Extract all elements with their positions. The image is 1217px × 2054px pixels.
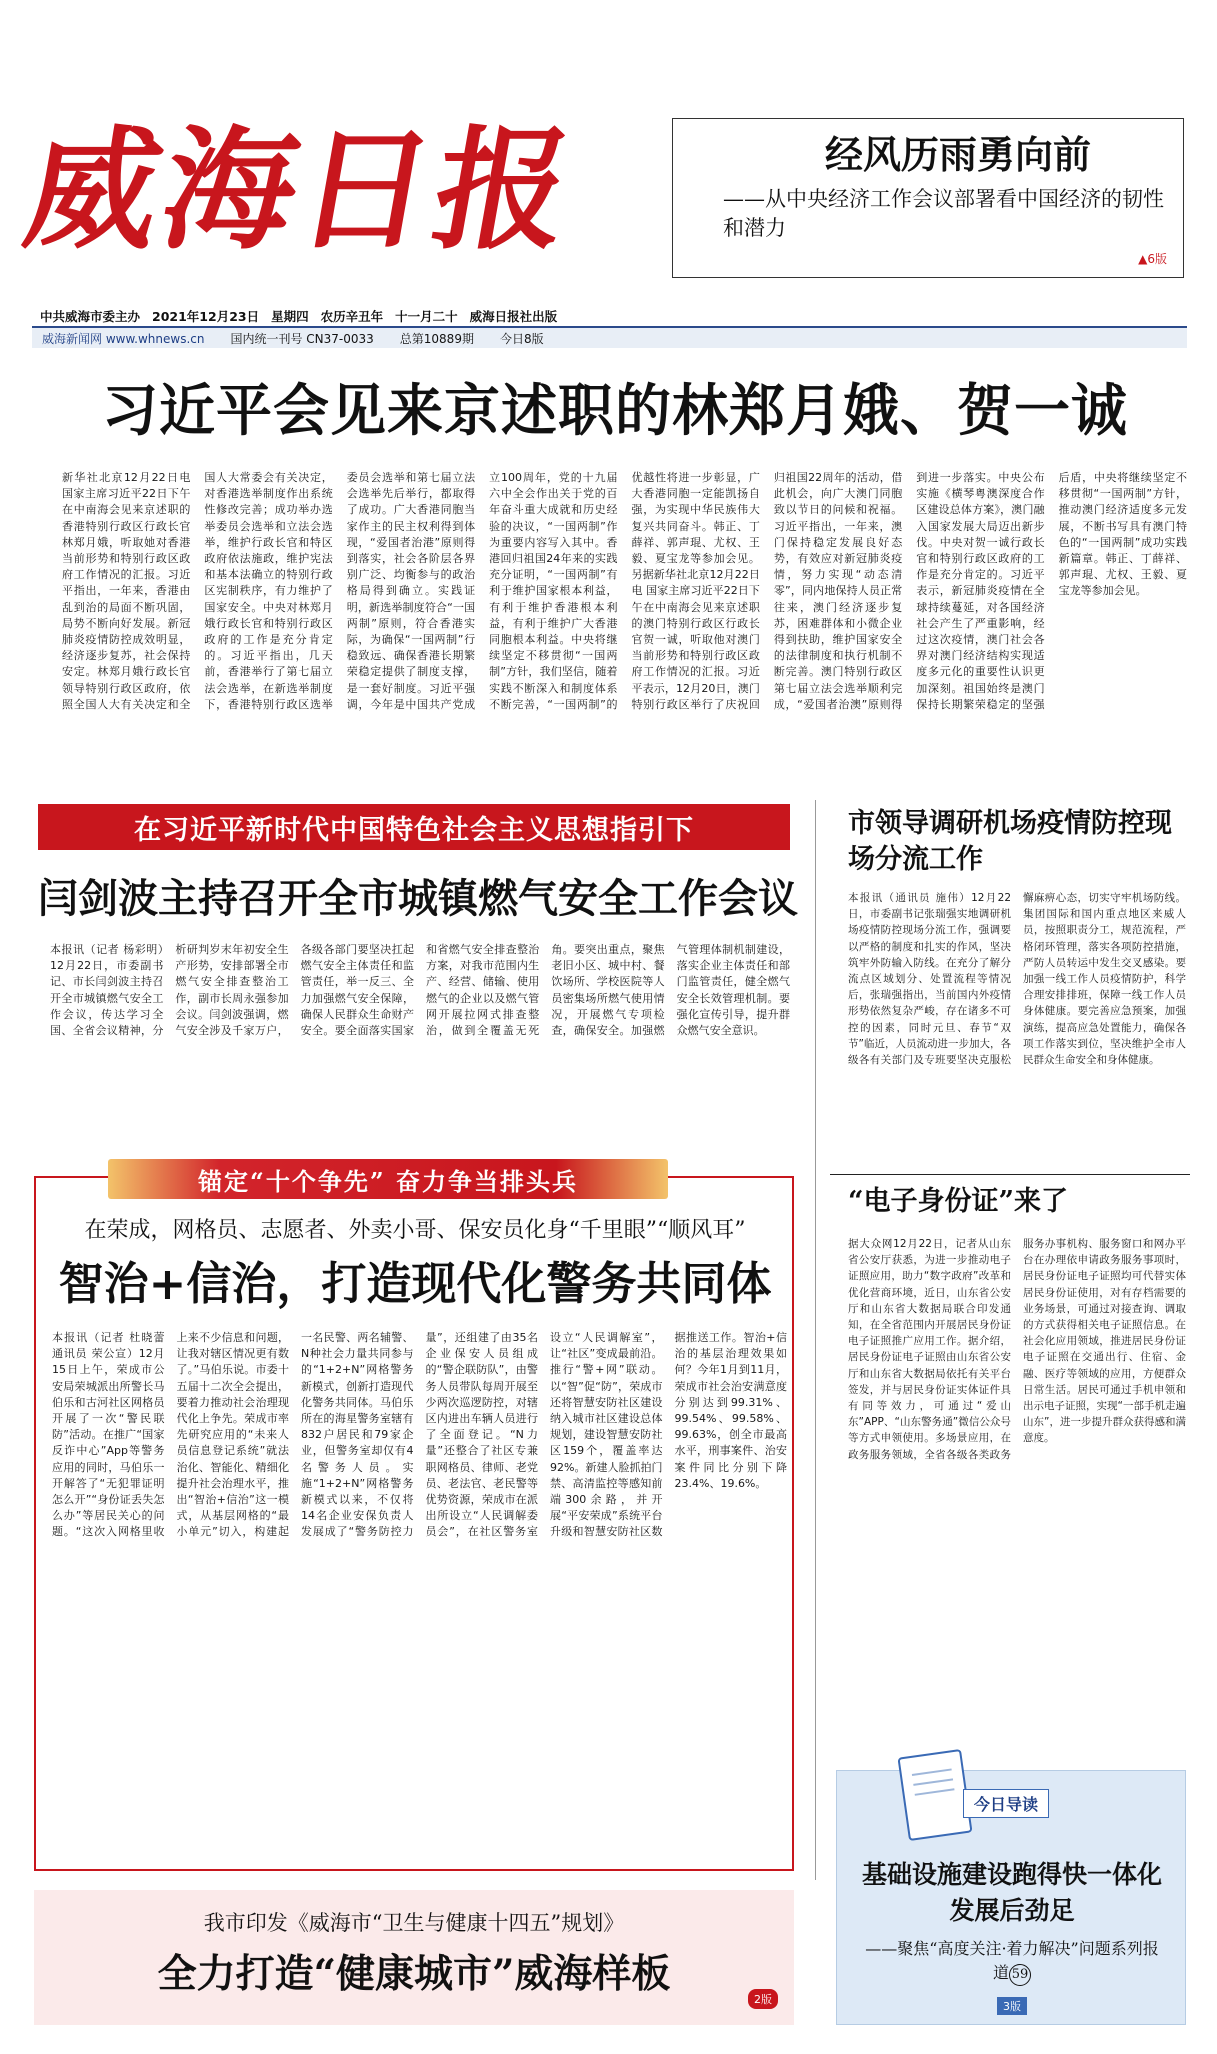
guide-num: 59 (1009, 1964, 1031, 1986)
info-issue: 总第10889期 (399, 331, 474, 346)
lead-body: 新华社北京12月22日电 国家主席习近平22日下午在中南海会见来京述职的香港特别行政区行政长官林郑月娥，听取她对香港当前形势和特别行政区政府工作情况的汇报。习近平指出，一年来，香港由乱到治的局面不断巩固，局势不断向好发展。新冠肺炎疫情防控成效明显，经济逐步复苏，社会保持安定。林郑月娥行政长官领导特别行政区政府，依照全国人大有关决定和全国人大常委会有关决定，对香港选举制度作出系统性修改完善；成功举办选举委员会选举和立法会选举，维护行政长官和特区政府依法施政，维护宪法和基本法确立的特别行政区宪制秩序，有力维护了国家安全。中央对林郑月娥行政长官和特别行政区政府的工作是充分肯定的。习近平指出，几天前，香港举行了第七届立法会选举，在新选举制度下，香港特别行政区选举委员会选举和第七届立法会选举先后举行，都取得了成功。广大香港同胞当家作主的民主权利得到体现，“爱国者治港”原则得到落实，社会各阶层各界别广泛、均衡参与的政治格局得到确立。实践证明，新选举制度符合“一国两制”原则，符合香港实际，为确保“一国两制”行稳致远、确保香港长期繁荣稳定提供了制度支撑，是一套好制度。习近平强调，今年是中国共产党成立100周年，党的十九届六中全会作出关于党的百年奋斗重大成就和历史经验的决议，“一国两制”作为重要内容写入其中。香港回归祖国24年来的实践充分证明，“一国两制”有利于维护国家根本利益，有利于维护香港根本利益，有利于维护广大香港同胞根本利益。中央将继续坚定不移贯彻“一国两制”方针，我们坚信，随着实践不断深入和制度体系不断完善，“一国两制”的优越性将进一步彰显，广大香港同胞一定能凯扬自强，为实现中华民族伟大复兴共同奋斗。韩正、丁薛祥、郭声琨、尤权、王毅、夏宝龙等参加会见。另据新华社北京12月22日电 国家主席习近平22日下午在中南海会见来京述职的澳门特别行政区行政长官贺一诚，听取他对澳门当前形势和特别行政区政府工作情况的汇报。习近平表示，12月20日，澳门特别行政区举行了庆祝回归祖国22周年的活动，借此机会，向广大澳门同胞致以节日的问候和祝福。习近平指出，一年来，澳门保持稳定发展良好态势，有效应对新冠肺炎疫情，努力实现“动态清零”，同内地保持人员正常往来，澳门经济逐步复苏，困难群体和小微企业得到扶助，维护国家安全的法律制度和执行机制不断完善。澳门特别行政区第七届立法会选举顺利完成，“爱国者治澳”原则得到进一步落实。中央公布实施《横琴粤澳深度合作区建设总体方案》，澳门融入国家发展大局迈出新步伐。中央对贺一诚行政长官和特别行政区政府的工作是充分肯定的。习近平表示，新冠肺炎疫情在全球持续蔓延，对各国经济社会产生了严重影响，经过这次疫情，澳门社会各界对澳门经济结构实现适度多元化的重要性认识更加深刻。祖国始终是澳门保持长期繁荣稳定的坚强后盾，中央将继续坚定不移贯彻“一国两制”方针，推动澳门经济适度多元发展，不断书写具有澳门特色的“一国两制”成功实践新篇章。韩正、丁薛祥、郭声琨、尤权、王毅、夏宝龙等参加会见。 (62, 471, 1187, 711)
police-headline[interactable]: 智治+信治，打造现代化警务共同体 (58, 1257, 772, 1310)
guide-label: 今日导读 (963, 1789, 1049, 1818)
theme-banner-text: 在习近平新时代中国特色社会主义思想指引下 (134, 814, 694, 846)
info-website[interactable]: 威海新闻网 www.whnews.cn (42, 331, 205, 346)
theme-banner (38, 804, 790, 850)
info-publisher: 威海日报社出版 (469, 309, 558, 324)
info-date: 2021年12月23日 (152, 309, 260, 324)
guide-page: 3版 (997, 1997, 1027, 2015)
guide-doc-icon (897, 1749, 972, 1841)
airport-headline[interactable]: 市领导调研机场疫情防控现场分流工作 (848, 808, 1172, 875)
info-pages: 今日8版 (499, 331, 544, 346)
info-sponsor: 中共威海市委主办 (40, 309, 141, 324)
ten-firsts-banner (108, 1159, 668, 1199)
airport-body: 本报讯（通讯员 施伟）12月22日，市委副书记张瑞强实地调研机场疫情防控现场分流工作，强调要以严格的制度和扎实的作风，坚决筑牢外防输入防线。在充分了解分流点区域划分、处置流程等情况后，张瑞强指出，当前国内外疫情形势依然复杂严峻，存在诸多不可控的因素，同时元旦、春节“双节”临近，人员流动进一步加大，各级各有关部门及专班要坚决克服松懈麻痹心态，切实守牢机场防线。集团国际和国内重点地区来威人员，按照职责分工，规范流程，严格闭环管理，落实各项防控措施，严防人员转运中发生交叉感染。要加强一线工作人员疫情防护，科学合理安排排班，保障一线工作人员身体健康。要完善应急预案，加强演练，提高应急处置能力，确保各项工作落实到位，坚决维护全市人民群众生命安全和身体健康。 (848, 892, 1186, 1067)
masthead-title: 威海日报 (14, 113, 586, 268)
airport-rule (830, 1174, 1190, 1175)
guide-headline: 基础设施建设跑得快一体化发展后劲足 (861, 1860, 1162, 1925)
health-city-page: 2版 (748, 1989, 778, 2009)
eid-body: 据大众网12月22日，记者从山东省公安厅获悉，为进一步推动电子证照应用，助力“数字政府”改革和优化营商环境，近日，山东省公安厅和山东省大数据局联合印发通知，在全省范围内开展居民身份证电子证照推广应用工作。据介绍，居民身份证电子证照由山东省公安厅和山东省大数据局依托有关平台签发，并与居民身份证实体证件具有同等效力，可通过“爱山东”APP、“山东警务通”微信公众号等方式申领使用。多场景应用，在政务服务领域，全省各级各类政务服务办事机构、服务窗口和网办平台在办理依申请政务服务事项时，居民身份证电子证照均可代替实体居民身份证使用，对有存档需要的业务场景，可通过对接查询、调取的方式获得相关电子证照信息。在社会化应用领域，推进居民身份证电子证照在交通出行、住宿、金融、医疗等领域的应用，方便群众日常生活。居民可通过手机申领和出示电子证照，实现“一部手机走遍山东”，进一步提升群众获得感和满意度。 (848, 1238, 1186, 1461)
masthead-info-bar (32, 326, 1187, 348)
info-lunar-year: 农历辛丑年 (320, 309, 384, 324)
police-kicker: 在荣成，网格员、志愿者、外卖小哥、保安员化身“千里眼”“顺风耳” (84, 1218, 746, 1243)
health-city-box[interactable] (34, 1890, 794, 2025)
ten-firsts-banner-text: 锚定“十个争先” 奋力争当排头兵 (198, 1166, 578, 1196)
gas-safety-headline[interactable]: 闫剑波主持召开全市城镇燃气安全工作会议 (38, 875, 798, 922)
info-issn: 国内统一刊号 CN37-0033 (230, 331, 374, 346)
lead-headline[interactable]: 习近平会见来京述职的林郑月娥、贺一诚 (102, 378, 1128, 444)
police-body: 本报讯（记者 杜晓蕾 通讯员 荣公宣）12月15日上午，荣成市公安局荣城派出所警长马伯乐和古河社区网格员开展了一次“警民联防”活动。在推广“国家反诈中心”App等警务应用的同时，马伯乐一开解答了“无犯罪证明怎么开”“身份证丢失怎么办”等居民关心的问题。“这次入网格里收上来不少信息和问题，让我对辖区情况更有数了。”马伯乐说。市委十五届十二次全会提出，要着力推动社会治理现代化上争先。荣成市率先研究应用的“未来人员信息登记系统”就法治化、智能化、精细化提升社会治理水平，推出“智治+信治”这一模式，从基层网格的“最小单元”切入，构建起一名民警、两名辅警、N种社会力量共同参与的“1+2+N”网格警务新模式，创新打造现代化警务共同体。马伯乐所在的海星警务室辖有832户居民和79家企业，但警务室却仅有4名警务人员。实施“1+2+N”网格警务新模式以来，不仅将14名企业安保负责人发展成了“警务防控力量”，还组建了由35名企业保安人员组成的“警企联防队”，由警务人员带队每周开展至少两次巡逻防控，对辖区内进出车辆人员进行了全面登记。“N力量”还整合了社区专兼职网格员、律师、老党员、老法官、老民警等优势资源，荣成市在派出所设立“人民调解委员会”，在社区警务室设立“人民调解室”，让“社区”变成最前沿。推行“警+网”联动。以“智”促“防”，荣成市还将智慧安防社区建设纳入城市社区建设总体规划，建设智慧安防社区159个，覆盖率达92%。新建人脸抓拍门禁、高清监控等感知前端300余路，并开展“平安荣成”系统平台升级和智慧安防社区数据推送工作。智治+信治的基层治理效果如何？今年1月到11月，荣成市社会治安满意度分别达到99.31%、99.54%、99.58%、99.63%，创全市最高水平，刑事案件、治安案件同比分别下降23.4%、19.6%。 (52, 1331, 787, 1539)
eid-headline[interactable]: “电子身份证”来了 (848, 1186, 1069, 1217)
info-weekday: 星期四 (271, 309, 309, 324)
masthead-logo (14, 96, 648, 286)
today-guide-box[interactable] (836, 1770, 1186, 2025)
top-feature-box[interactable] (672, 118, 1184, 278)
top-feature-subtitle: ——从中央经济工作会议部署看中国经济的韧性和潜力 (723, 187, 1164, 240)
info-lunar-day: 十一月二十 (395, 309, 458, 324)
health-city-kicker: 我市印发《威海市“卫生与健康十四五”规划》 (203, 1911, 625, 1935)
top-feature-page-ref: ▲6版 (1138, 252, 1167, 266)
masthead-info-line (40, 307, 1190, 325)
health-city-headline: 全力打造“健康城市”威海样板 (157, 1951, 671, 1997)
top-feature-title: 经风历雨勇向前 (824, 132, 1091, 177)
column-divider (815, 800, 816, 1880)
guide-sub: ——聚焦“高度关注·着力解决”问题系列报道 (865, 1939, 1159, 1982)
gas-safety-body: 本报讯（记者 杨彩明）12月22日，市委副书记、市长闫剑波主持召开全市城镇燃气安全工作会议，传达学习全国、全省会议精神，分析研判岁末年初安全生产形势，安排部署全市燃气安全排查整治工作，副市长周永强参加会议。闫剑波强调，燃气安全涉及千家万户，各级各部门要坚决扛起燃气安全主体责任和监管责任，举一反三、全力加强燃气安全保障，确保人民群众生命财产安全。要全面落实国家和省燃气安全排查整治方案，对我市范围内生产、经营、储输、使用燃气的企业以及燃气管网开展拉网式排查整治，做到全覆盖无死角。要突出重点，聚焦老旧小区、城中村、餐饮场所、学校医院等人员密集场所燃气使用情况，开展燃气专项检查，确保安全。加强燃气管理体制机制建设，落实企业主体责任和部门监管责任，健全燃气安全长效管理机制。要强化宣传引导，提升群众燃气安全意识。 (50, 943, 790, 1038)
